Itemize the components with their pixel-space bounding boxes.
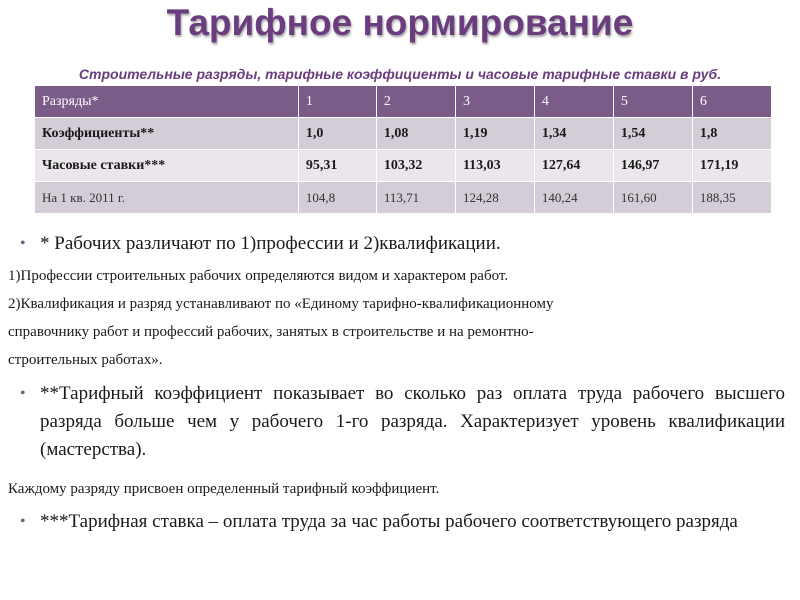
table-header-cell: 6 xyxy=(692,86,771,118)
table-cell: Часовые ставки*** xyxy=(35,150,299,182)
table-cell: 1,0 xyxy=(298,118,376,150)
table-cell: 113,03 xyxy=(455,150,534,182)
table-header-cell: 4 xyxy=(534,86,613,118)
bullet-item xyxy=(20,230,785,258)
table-cell: 103,32 xyxy=(376,150,455,182)
page-title: Тарифное нормирование xyxy=(166,2,634,43)
table-row xyxy=(35,118,772,150)
table-cell: 140,24 xyxy=(534,182,613,214)
bullet-icon: • xyxy=(20,513,26,530)
table-caption: Строительные разряды, тарифные коэффициенты и часовые тарифные ставки в руб. xyxy=(78,66,722,82)
table-header-cell: 3 xyxy=(455,86,534,118)
table-cell: 104,8 xyxy=(298,182,376,214)
table-cell: Коэффициенты** xyxy=(35,118,299,150)
bullet-icon: • xyxy=(20,235,26,252)
table-header-cell: 1 xyxy=(298,86,376,118)
table-cell: На 1 кв. 2011 г. xyxy=(35,182,299,214)
table-cell: 1,08 xyxy=(376,118,455,150)
table-cell: 1,19 xyxy=(455,118,534,150)
bullet-item xyxy=(20,380,785,464)
table-cell: 161,60 xyxy=(613,182,692,214)
bullet-item xyxy=(20,508,785,536)
paragraph-line: строительных работах». xyxy=(8,352,163,368)
paragraph: 1)Профессии строительных рабочих определяются видом и характером работ. xyxy=(8,268,509,284)
bullet-icon: • xyxy=(20,385,26,402)
table-header-cell: 5 xyxy=(613,86,692,118)
paragraph-line: 2)Квалификация и разряд устанавливают по «Единому тарифно-квалификационному xyxy=(8,296,554,312)
table-cell: 1,34 xyxy=(534,118,613,150)
paragraph: Каждому разряду присвоен определенный тарифный коэффициент. xyxy=(8,481,440,497)
bullet-text: ***Тарифная ставка – оплата труда за час работы рабочего соответствующего разряда xyxy=(40,511,738,532)
paragraph-line: справочнику работ и профессий рабочих, занятых в строительстве и на ремонтно- xyxy=(8,324,534,340)
table-cell: 171,19 xyxy=(692,150,771,182)
table-cell: 95,31 xyxy=(298,150,376,182)
table-cell: 1,54 xyxy=(613,118,692,150)
table-cell: 113,71 xyxy=(376,182,455,214)
table-cell: 127,64 xyxy=(534,150,613,182)
table-header-cell: 2 xyxy=(376,86,455,118)
table-header-row xyxy=(35,86,772,118)
bullet-text: **Тарифный коэффициент показывает во сколько раз оплата труда рабочего высшего разряда больше чем у рабочего 1-го разряда. Характеризует уровень квалификации (мастерства). xyxy=(40,383,785,460)
table-cell: 1,8 xyxy=(692,118,771,150)
tariff-table xyxy=(34,85,772,214)
bullet-text: * Рабочих различают по 1)профессии и 2)квалификации. xyxy=(40,233,501,254)
table-cell: 124,28 xyxy=(455,182,534,214)
table-header-cell: Разряды* xyxy=(35,86,299,118)
table-cell: 188,35 xyxy=(692,182,771,214)
table-cell: 146,97 xyxy=(613,150,692,182)
table-row xyxy=(35,150,772,182)
table-row xyxy=(35,182,772,214)
